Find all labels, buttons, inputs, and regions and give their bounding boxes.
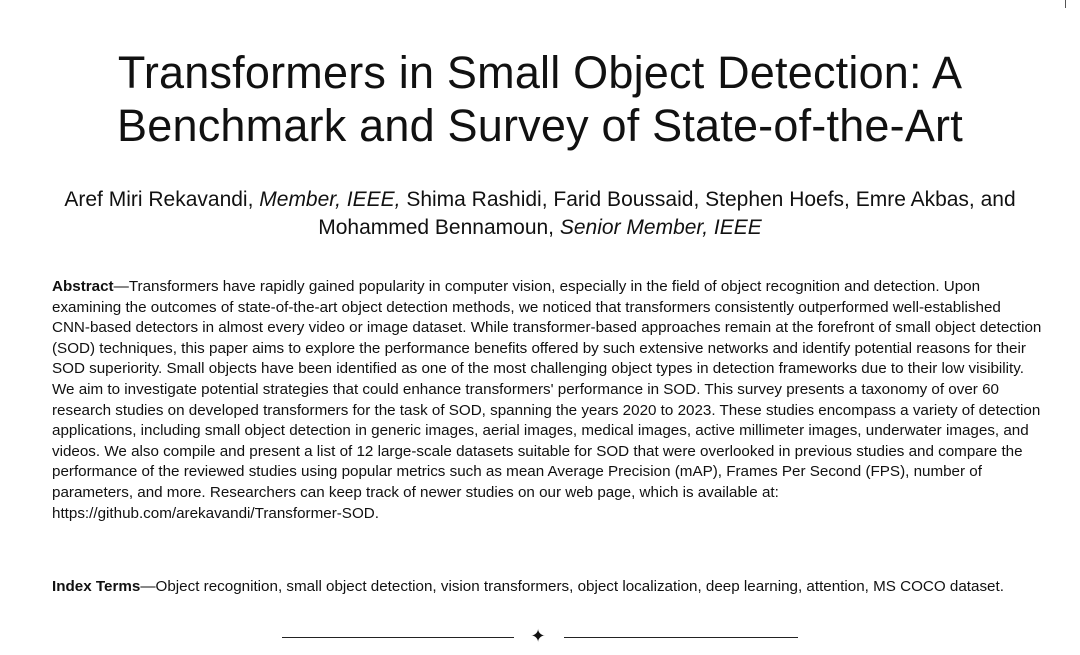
author-names: Shima Rashidi, Farid Boussaid, Stephen Hoefs, Emre Akbas, and	[400, 188, 1016, 211]
section-separator	[282, 627, 798, 647]
author-line-1	[10, 186, 1070, 214]
title-line-1: Transformers in Small Object Detection: A	[117, 47, 963, 98]
title-line-2: Benchmark and Survey of State-of-the-Art	[117, 100, 963, 151]
index-terms-heading: Index Terms	[52, 578, 141, 595]
author-name: Aref Miri Rekavandi,	[64, 188, 260, 211]
star-ornament-icon: ✦	[530, 626, 546, 647]
author-name: Mohammed Bennamoun,	[318, 216, 560, 239]
paper-title	[40, 46, 1040, 152]
separator-rule-right	[564, 637, 798, 638]
author-membership: Senior Member, IEEE	[559, 216, 762, 239]
author-line-2	[10, 214, 1070, 242]
separator-rule-left	[282, 637, 514, 638]
index-terms-text: —Object recognition, small object detection, vision transformers, object localization, deep learning, attention, MS COCO dataset.	[140, 578, 1004, 595]
abstract-heading: Abstract	[52, 278, 114, 295]
text-cursor-mark	[1065, 0, 1066, 8]
author-membership: Member, IEEE,	[259, 188, 401, 211]
index-terms	[52, 577, 1042, 598]
abstract	[52, 277, 1042, 524]
author-list	[10, 186, 1070, 242]
abstract-text: —Transformers have rapidly gained popularity in computer vision, especially in the field of object recognition and detection. Upon examining the outcomes of state-of-the-art object detection methods, we noticed that transformers consistently outperformed well-established CNN-based detectors in almost every video or image dataset. While transformer-based approaches remain at the forefront of small object detection (SOD) techniques, this paper aims to explore the performance benefits offered by such extensive networks and identify potential reasons for their SOD superiority. Small objects have been identified as one of the most challenging object types in detection frameworks due to their low visibility. We aim to investigate potential strategies that could enhance transformers' performance in SOD. This survey presents a taxonomy of over 60 research studies on developed transformers for the task of SOD, spanning the years 2020 to 2023. These studies encompass a variety of detection applications, including small object detection in generic images, aerial images, medical images, active millimeter images, underwater images, and videos. We also compile and present a list of 12 large-scale datasets suitable for SOD that were overlooked in previous studies and compare the performance of the reviewed studies using popular metrics such as mean Average Precision (mAP), Frames Per Second (FPS), number of parameters, and more. Researchers can keep track of newer studies on our web page, which is available at: https://github.com/arekavandi/Transformer-SOD.	[52, 278, 1042, 522]
